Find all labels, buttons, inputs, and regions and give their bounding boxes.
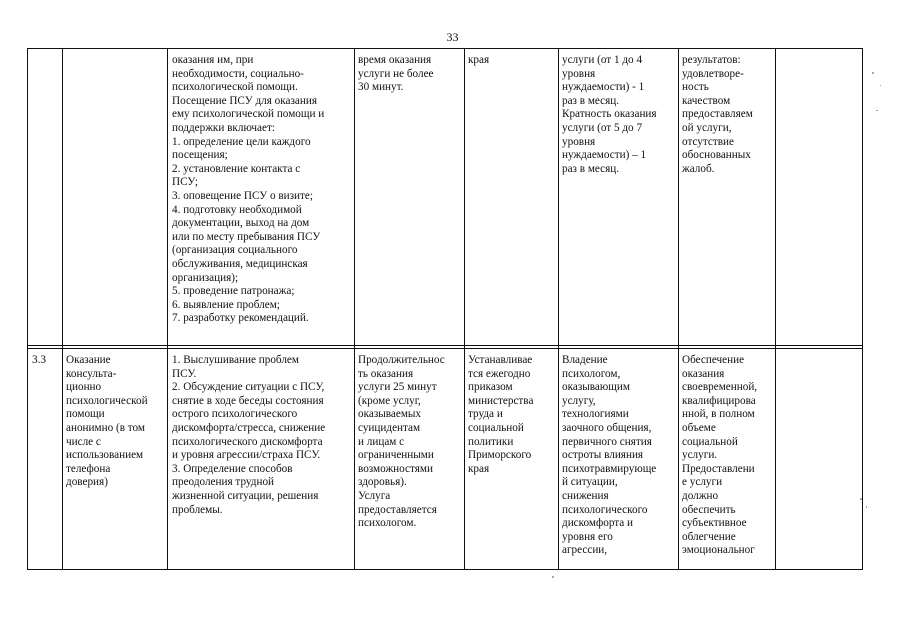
col-divider xyxy=(167,48,168,570)
row1-number xyxy=(33,54,61,344)
row1-service-time: время оказания услуги не более 30 минут. xyxy=(358,54,434,94)
row1-service-content: оказания им, при необходимости, социально- психологической помощи. Посещение ПСУ для оказания ему психологической помощи и поддержки включает: 1. определение цели каждого посещения; 2. установление контакта с ПСУ; 3. оповещение ПСУ о визите; 4. подготовку необходимой документации, выход на дом или по месту пребывания ПСУ (организация социального обслуживания, медицинская организация); 5. проведение патронажа; 6. выявление проблем; 7. разработку рекомендаций. xyxy=(172,54,325,325)
row2-extra xyxy=(779,354,861,568)
table-top-border xyxy=(27,48,863,49)
row1-service-norm: края xyxy=(468,54,490,66)
scan-artifact xyxy=(860,498,862,500)
row2-service-content: 1. Выслушивание проблем ПСУ. 2. Обсуждение ситуации с ПСУ, снятие в ходе беседы состояния острого психологического дискомфорта/стресса, снижение психологического дискомфорта и уровня агрессии/страха ПСУ. 3. Определение способов преодоления трудной жизненной ситуации, решения проблемы. xyxy=(172,354,326,516)
service-table xyxy=(27,48,863,570)
col-divider xyxy=(354,48,355,570)
row2-service-time: Продолжительнос ть оказания услуги 25 минут (кроме услуг, оказываемых суицидентам и лицам с ограниченными возможностями здоровья). Услуга предоставляется психологом. xyxy=(358,354,445,530)
row-divider xyxy=(27,345,863,346)
row2-service-name: Оказание консульта- ционно психологической помощи анонимно (в том числе с использованием телефона доверия) xyxy=(66,354,148,489)
row1-extra xyxy=(779,54,861,344)
row1-service-conditions: услуги (от 1 до 4 уровня нуждаемости) - 1 раз в месяц. Кратность оказания услуги (от 5 до 7 уровня нуждаемости) – 1 раз в месяц. xyxy=(562,54,657,175)
page-number: 33 xyxy=(446,30,459,44)
col-divider xyxy=(464,48,465,570)
row2-service-conditions: Владение психологом, оказывающим услугу, технологиями заочного общения, первичного снятия остроты влияния психотравмирующе й ситуации, снижения психологического дискомфорта и уровня его агрессии, xyxy=(562,354,657,557)
col-divider xyxy=(558,48,559,570)
row2-number: 3.3 xyxy=(32,354,46,366)
table-bottom-border xyxy=(27,569,863,570)
row2-service-norm: Устанавливае тся ежегодно приказом министерства труда и социальной политики Приморского края xyxy=(468,354,534,475)
scan-artifact xyxy=(876,110,878,111)
col-divider xyxy=(62,48,63,570)
row1-service-name xyxy=(66,54,166,344)
scan-artifact xyxy=(880,85,881,86)
col-divider xyxy=(27,48,28,570)
row-divider-double xyxy=(27,348,863,349)
scan-artifact xyxy=(866,506,867,508)
scan-artifact xyxy=(872,72,874,74)
row2-quality-indicators: Обеспечение оказания своевременной, квалифицирова нной, в полном объеме социальной услуги. Предоставлени е услуги должно обеспечить субъективное облегчение эмоциональног xyxy=(682,354,758,557)
col-divider xyxy=(862,48,863,570)
col-divider xyxy=(775,48,776,570)
col-divider xyxy=(678,48,679,570)
row1-quality-indicators: результатов: удовлетворе- ность качеством предоставляем ой услуги, отсутствие обоснованных жалоб. xyxy=(682,54,753,175)
scan-artifact xyxy=(552,576,554,578)
